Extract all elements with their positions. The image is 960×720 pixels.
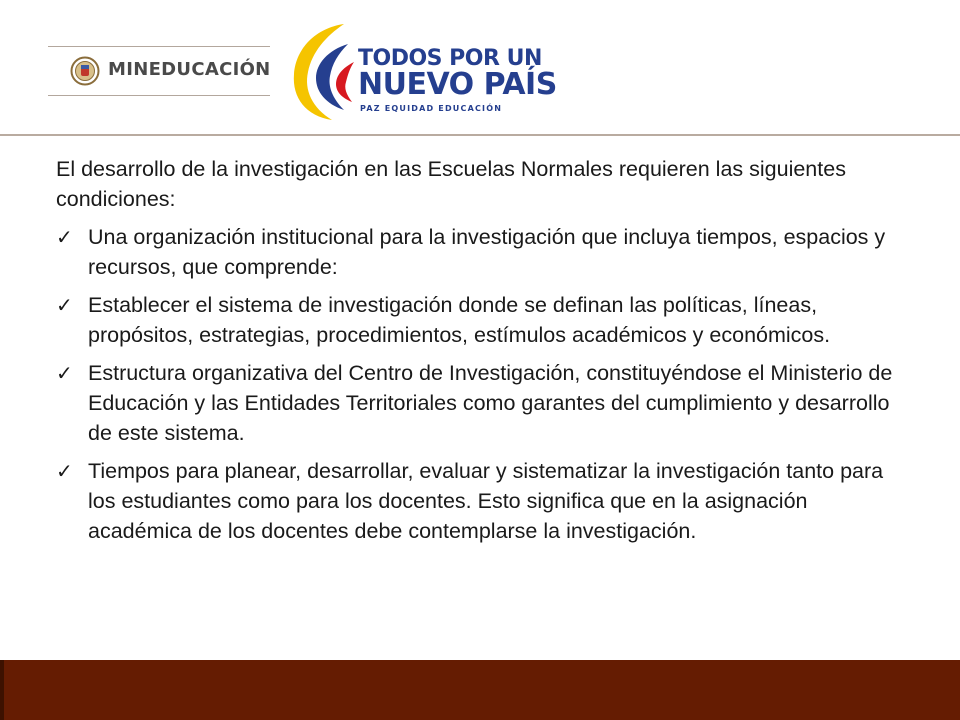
list-item-text: Estructura organizativa del Centro de Investigación, constituyéndose el Ministerio de Educación y las Entidades Territoriales como garantes del cumplimiento y desarrollo de este sistema. — [88, 361, 893, 445]
colombia-seal-icon — [70, 56, 100, 86]
footer-edge — [0, 660, 4, 720]
list-item — [56, 456, 914, 546]
mineducacion-logo — [48, 46, 270, 96]
conditions-list — [56, 222, 914, 546]
slide-body — [56, 154, 914, 554]
header — [0, 0, 960, 134]
intro-paragraph: El desarrollo de la investigación en las Escuelas Normales requieren las siguientes condiciones: — [56, 157, 846, 211]
ministry-logo-text: MINEDUCACIÓN — [108, 59, 271, 80]
logo-divider-top — [48, 46, 270, 47]
footer-band — [0, 660, 960, 720]
header-divider — [0, 134, 960, 136]
checkmark-icon: ✓ — [56, 293, 73, 317]
checkmark-icon: ✓ — [56, 459, 73, 483]
todos-por-un-nuevo-pais-emblem-icon — [286, 18, 358, 122]
list-item-text: Tiempos para planear, desarrollar, evaluar y sistematizar la investigación tanto para los estudiantes como para los docentes. Esto significa que en la asignación académica de los docentes debe contemplarse la investigación. — [88, 459, 884, 543]
list-item-text: Establecer el sistema de investigación donde se definan las políticas, líneas, propósitos, estrategias, procedimientos, estímulos académicos y económicos. — [88, 293, 831, 347]
slogan-subtitle: PAZ EQUIDAD EDUCACIÓN — [360, 104, 503, 113]
list-item — [56, 358, 914, 448]
list-item-text: Una organización institucional para la investigación que incluya tiempos, espacios y recursos, que comprende: — [88, 225, 886, 279]
list-item — [56, 222, 914, 282]
checkmark-icon: ✓ — [56, 361, 73, 385]
list-item — [56, 290, 914, 350]
slogan-line-1: TODOS POR UN — [358, 46, 542, 71]
slogan-line-2: NUEVO PAÍS — [358, 67, 557, 102]
checkmark-icon: ✓ — [56, 225, 73, 249]
logo-divider-bottom — [48, 95, 270, 96]
